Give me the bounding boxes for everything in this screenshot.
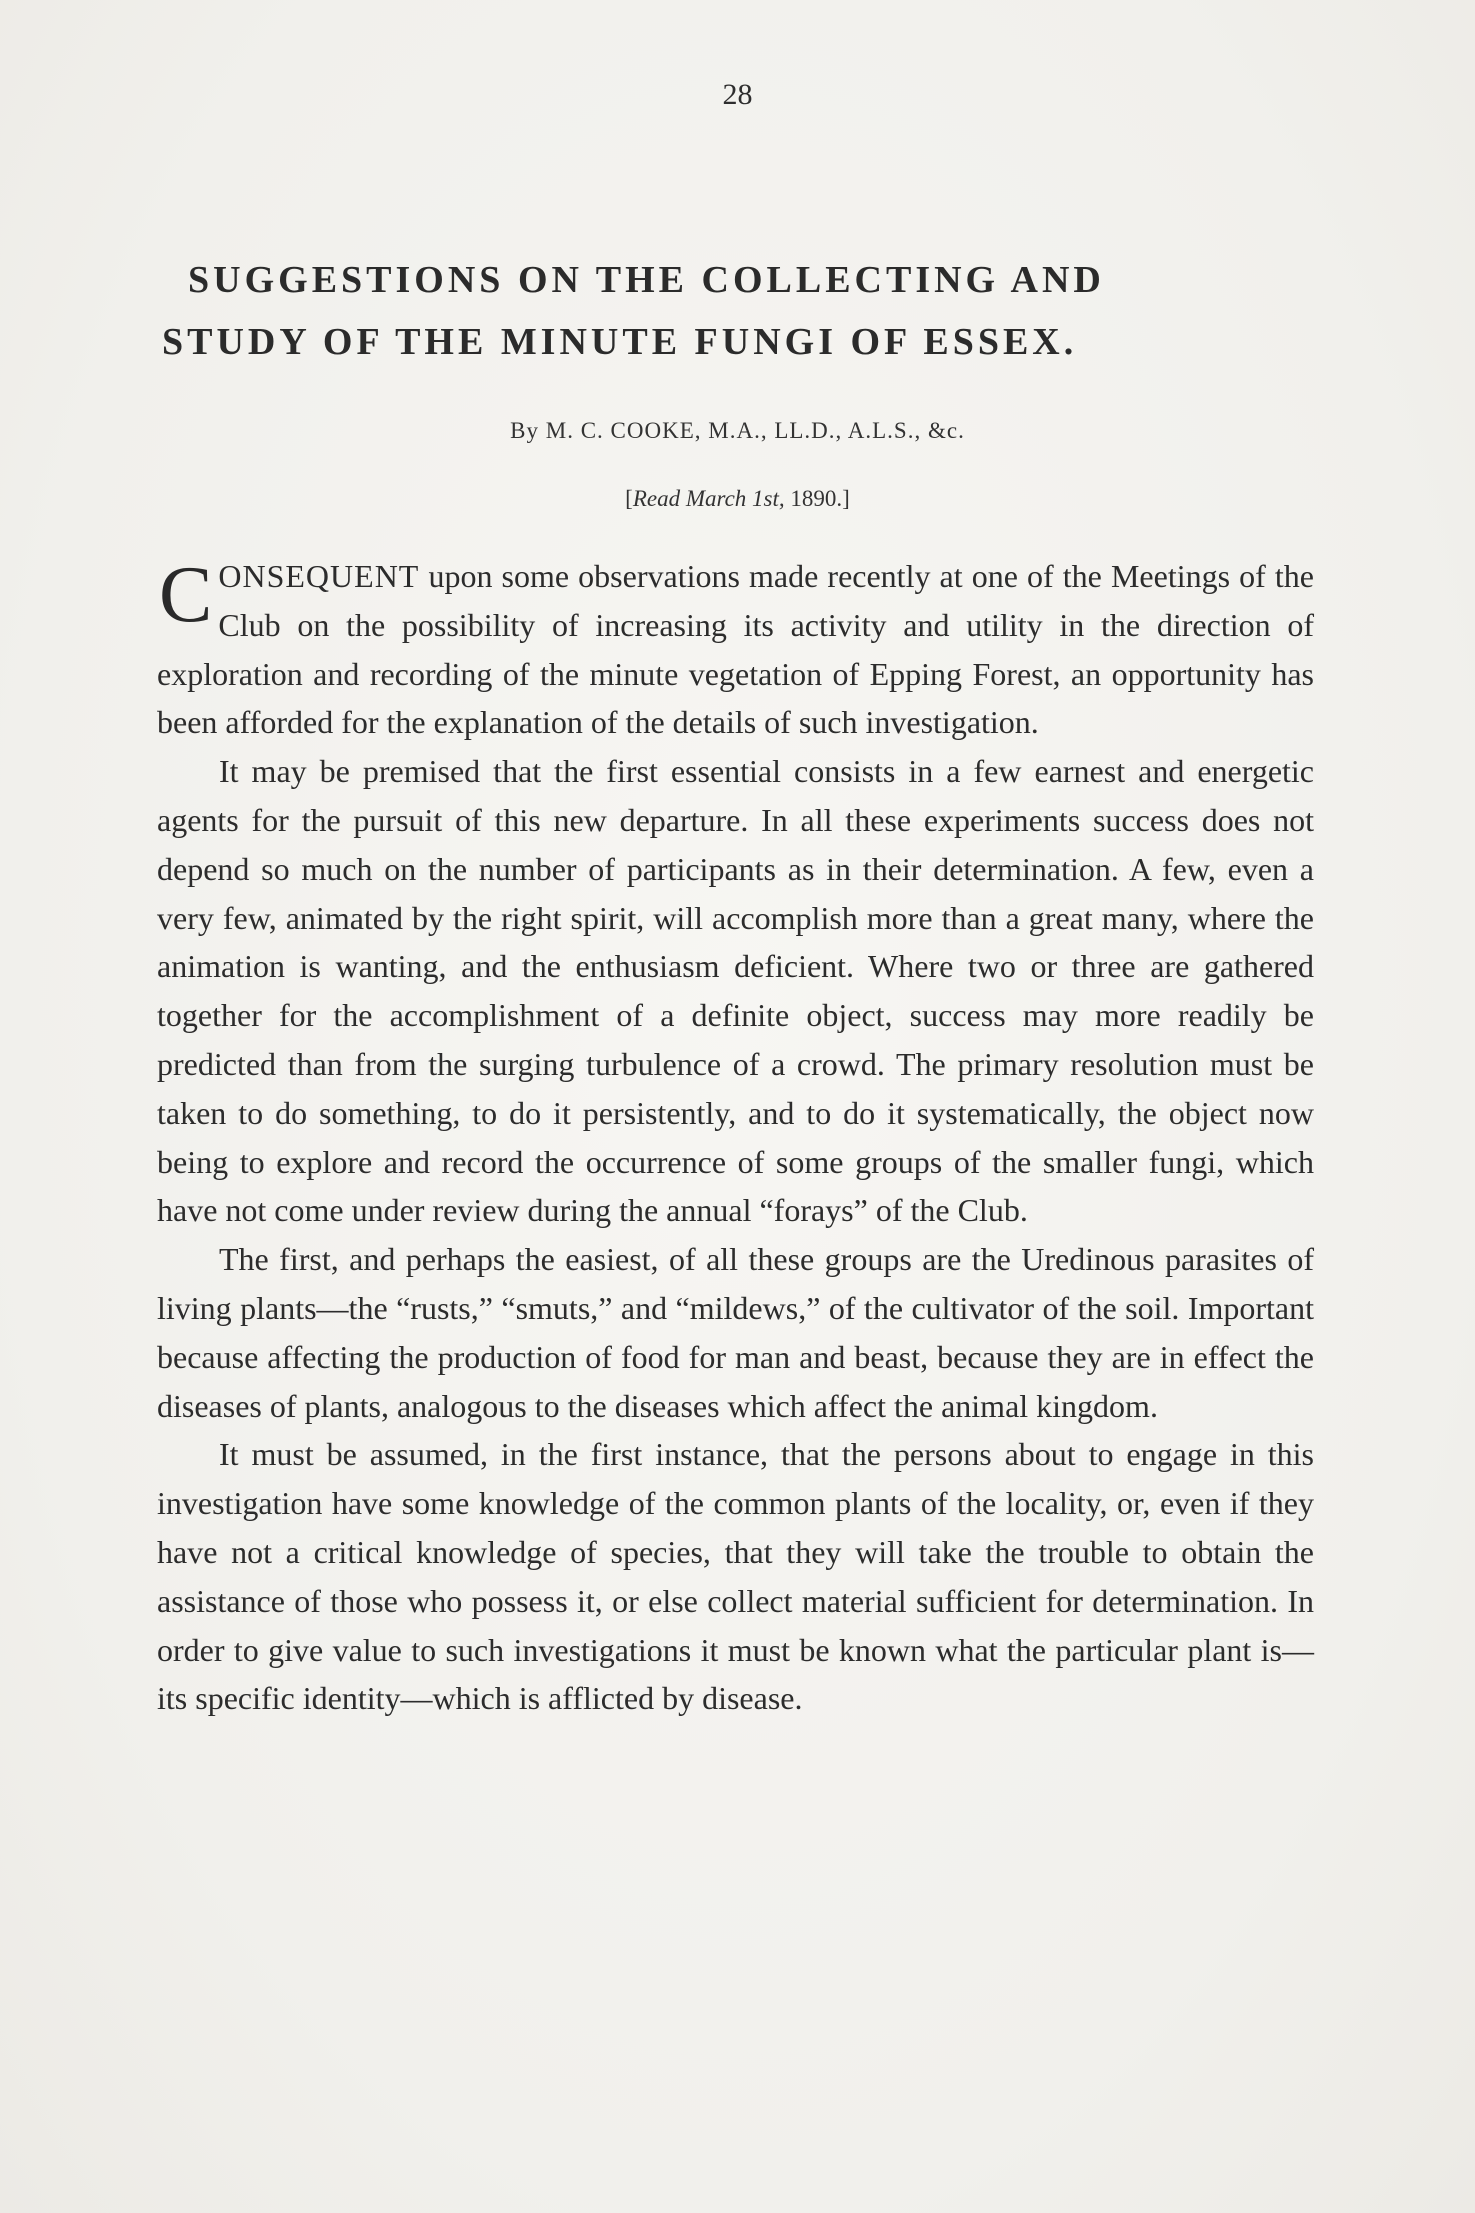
article-title-line-2: STUDY OF THE MINUTE FUNGI OF ESSEX.: [162, 321, 1078, 363]
page-number: 28: [722, 78, 753, 111]
read-note-open: [: [625, 486, 633, 511]
paragraph-1: [157, 552, 1314, 747]
read-note-close: 1890.]: [784, 486, 850, 511]
article-title-line-1: SUGGESTIONS ON THE COLLECTING AND: [188, 259, 1105, 301]
read-date-note: [0, 486, 1475, 512]
article-body: [157, 552, 1314, 1723]
paragraph-1-lead: ONSEQUENT: [218, 558, 420, 594]
drop-cap: C: [159, 551, 213, 639]
author-byline: By M. C. COOKE, M.A., LL.D., A.L.S., &c.: [510, 418, 965, 443]
paragraph-3: The first, and perhaps the easiest, of all these groups are the Uredinous parasites of living plants—the “rusts,” “smuts,” and “mildews,” of the cultivator of the soil. Important because affecting the production of food for man and beast, because they are in effect the diseases of plants, analogous to the diseases which affect the animal kingdom.: [157, 1241, 1314, 1424]
paragraph-2: It may be premised that the first essential consists in a few earnest and energetic agents for the pursuit of this new departure. In all these experiments success does not depend so much on the number of participants as in their determination. A few, even a very few, animated by the right spirit, will accomplish more than a great many, where the animation is wanting, and the enthusiasm deficient. Where two or three are gathered together for the accomplishment of a definite object, success may more readily be predicted than from the surging turbulence of a crowd. The primary resolution must be taken to do something, to do it persistently, and to do it systematically, the object now being to explore and record the occurrence of some groups of the smaller fungi, which have not come under review during the annual “forays” of the Club.: [157, 753, 1314, 1229]
paragraph-1-text: upon some observations made recently at one of the Meetings of the Club on the possibility of increasing its activity and utility in the direction of exploration and recording of the minute vegetation of Epping Forest, an opportunity has been afforded for the explanation of the details of such investigation.: [157, 558, 1314, 741]
read-note-italic: Read March 1st,: [632, 486, 785, 511]
paragraph-4: It must be assumed, in the first instance, that the persons about to engage in this investigation have some knowledge of the common plants of the locality, or, even if they have not a critical knowledge of species, that they will take the trouble to obtain the assistance of those who possess it, or else collect material sufficient for determination. In order to give value to such investigations it must be known what the particular plant is—its specific identity—which is afflicted by disease.: [157, 1436, 1314, 1717]
